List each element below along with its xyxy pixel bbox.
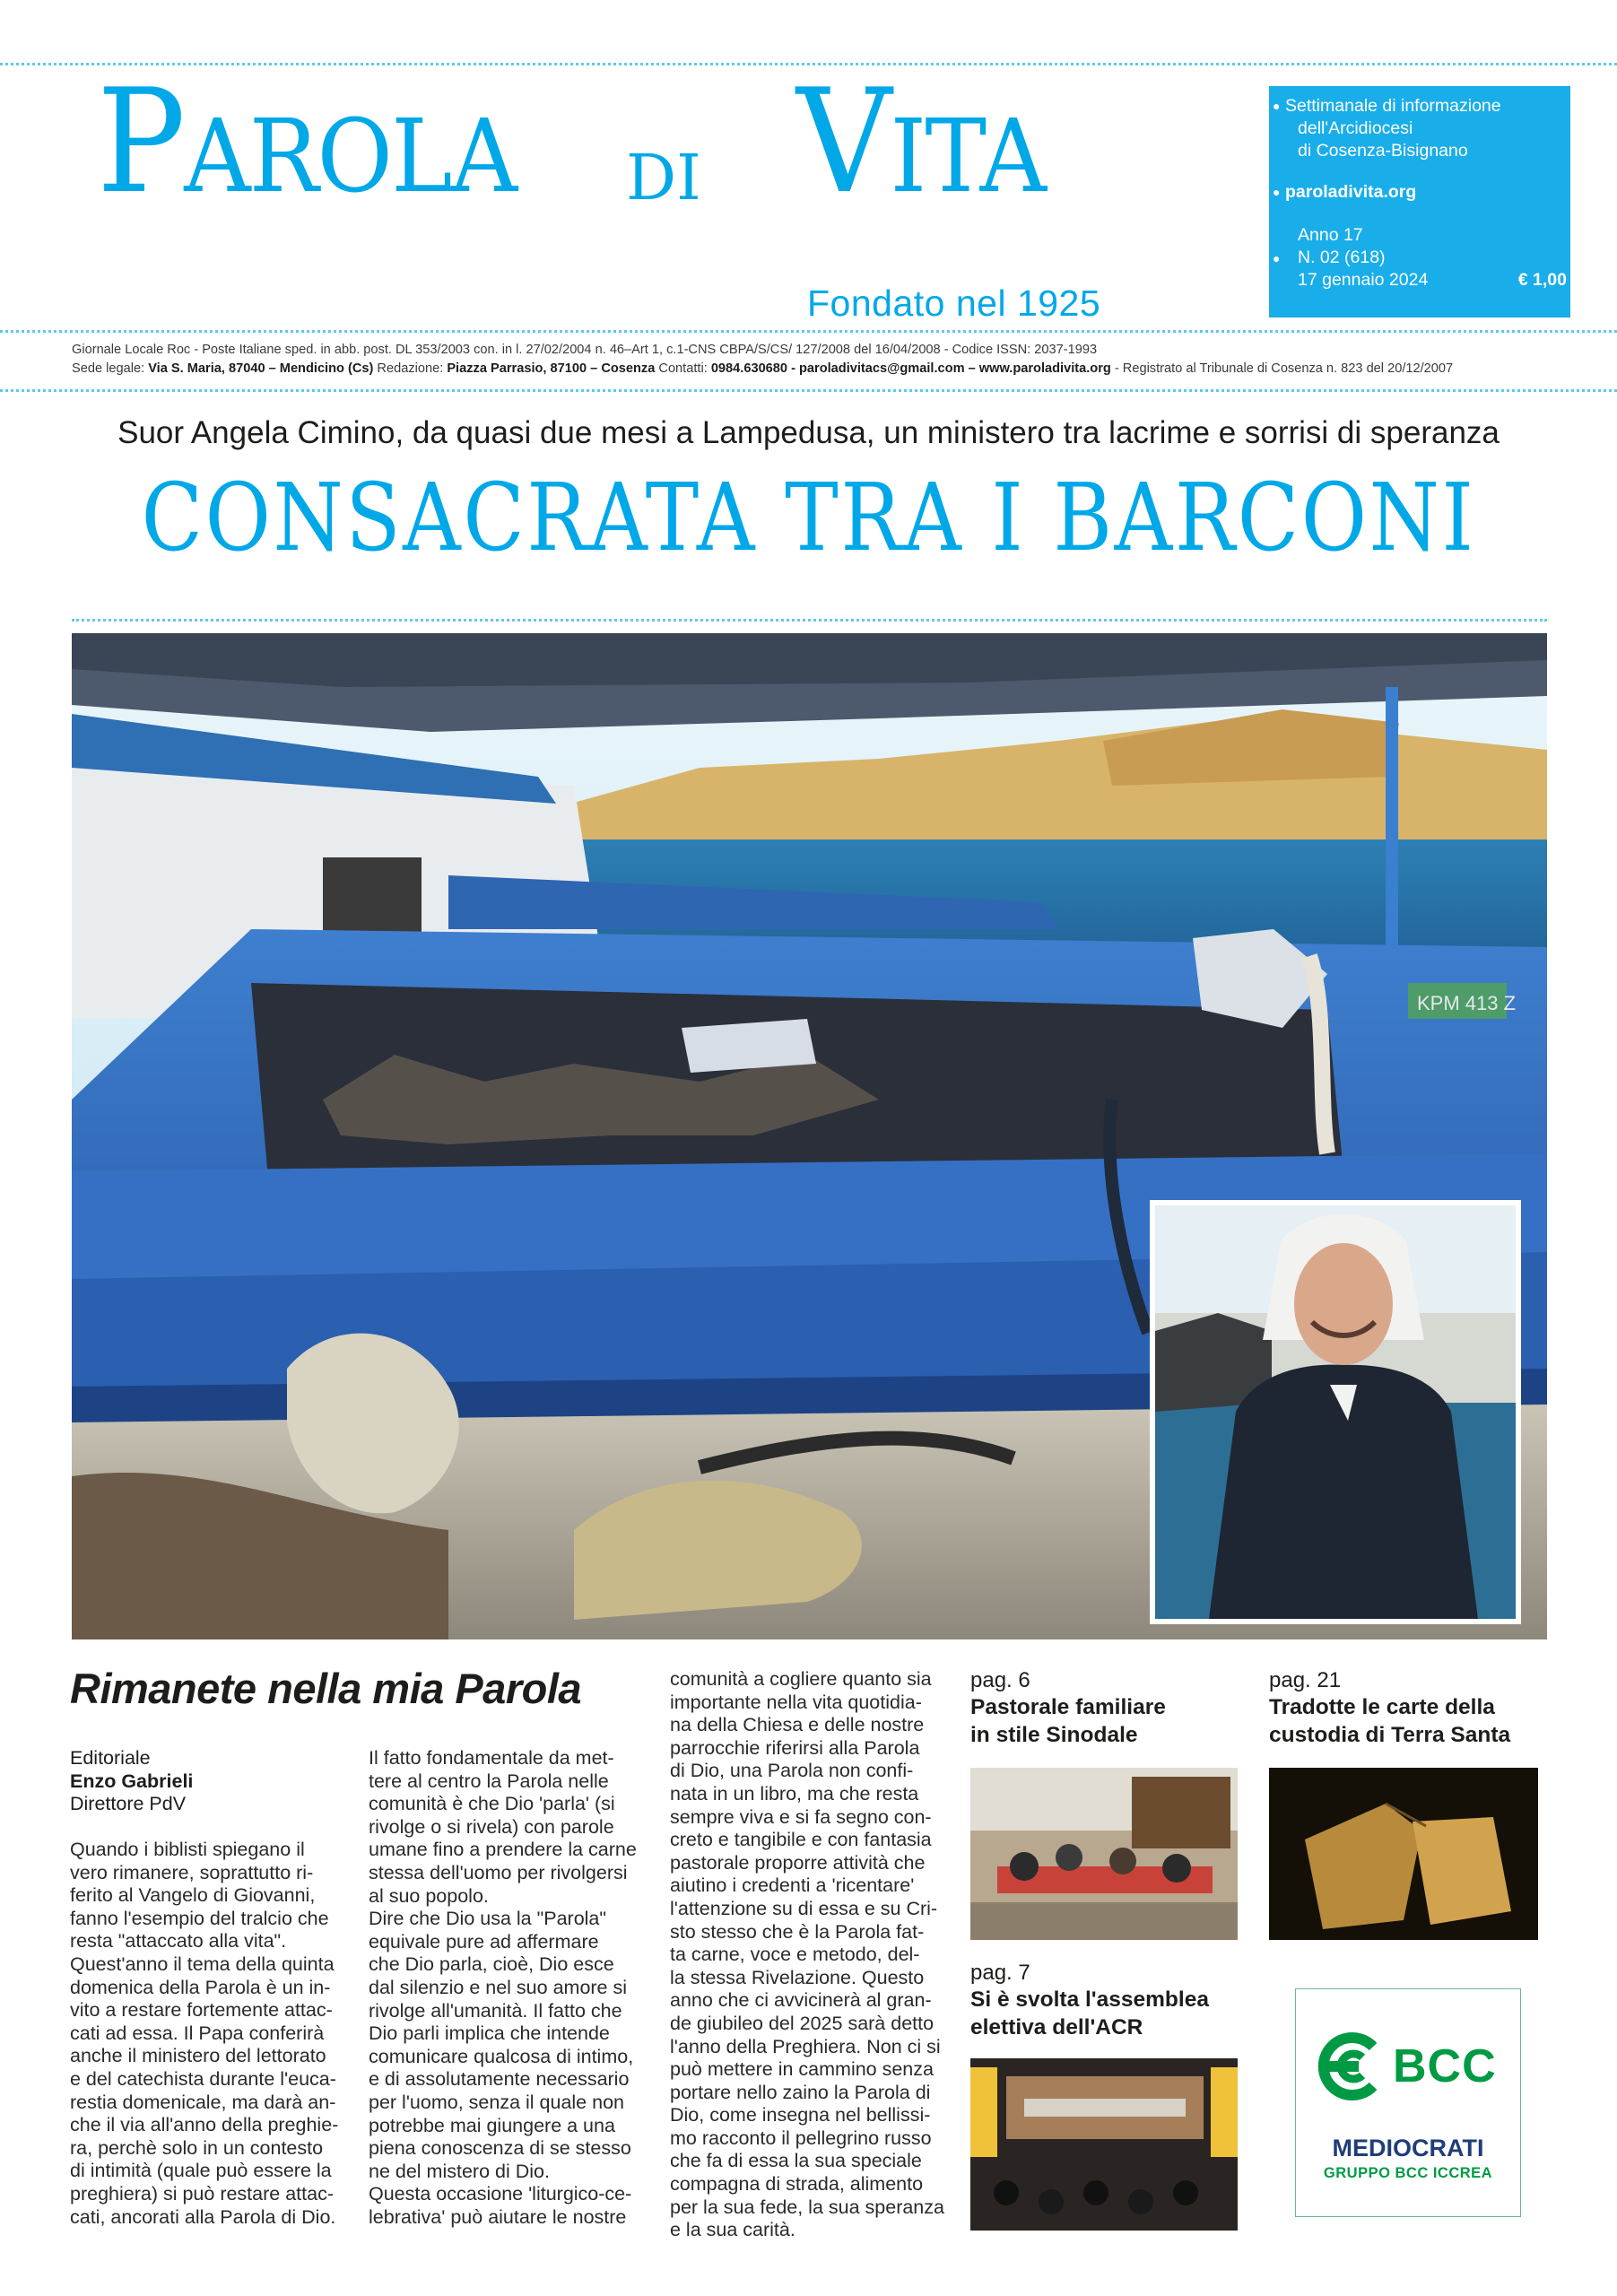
masthead-dotted-rule bbox=[0, 330, 1617, 333]
editorial-text-line: di intimità (quale può essere la bbox=[70, 2160, 332, 2182]
editorial-text-line: mo racconto il pellegrino russo bbox=[670, 2126, 932, 2149]
editorial-text-line: domenica della Parola è un in- bbox=[70, 1976, 331, 1998]
editorial-text-line: che Dio parla, cioè, Dio esce bbox=[369, 1953, 614, 1976]
editorial-author-role: Direttore PdV bbox=[70, 1793, 187, 1815]
editorial-text-line: piena conoscenza di se stesso bbox=[369, 2137, 631, 2160]
editorial-text-line: sempre viva e si fa segno con- bbox=[670, 1805, 932, 1828]
description-line: Settimanale di informazione bbox=[1285, 96, 1501, 116]
editorial-text-line: può mettere in cammino senza bbox=[670, 2058, 934, 2081]
editorial-text-line: na della Chiesa e delle nostre bbox=[670, 1714, 925, 1736]
editorial-text-line: compagna di strada, alimento bbox=[670, 2173, 924, 2196]
description-line: dell'Arcidiocesi bbox=[1298, 118, 1413, 138]
editorial-text-line: comunicare qualcosa di intimo, bbox=[369, 2045, 634, 2067]
editorial-text-line: dal silenzio e nel suo amore si bbox=[369, 1976, 628, 1998]
editorial-text-line: e la sua carità. bbox=[670, 2219, 795, 2241]
bcc-group: GRUPPO BCC ICCREA bbox=[1323, 2165, 1493, 2181]
issue-price: € 1,00 bbox=[1517, 270, 1567, 290]
teaser-photo-pastorale bbox=[970, 1768, 1238, 1940]
editorial-column-1 bbox=[70, 1839, 348, 2229]
newspaper-title bbox=[97, 57, 1164, 276]
editorial-text-line: e di assolutamente necessario bbox=[369, 2068, 630, 2091]
boat-registration: KPM 413 Z bbox=[1417, 992, 1517, 1014]
editorial-text-line: Il fatto fondamentale da met- bbox=[369, 1747, 614, 1769]
editorial-text-line: nata in un libro, ma che resta bbox=[670, 1782, 919, 1805]
editorial-text-line: preghiera) si può restare attac- bbox=[70, 2182, 334, 2205]
legal-line-1: Giornale Locale Roc - Poste Italiane sped. in abb. post. DL 353/2003 con. in l. 27/02/2004 n. 46–Art 1, c.1-CNS CBPA/S/CS/ 127/2008 del 16/04/2008 - Codice ISSN: 2037-1993 bbox=[72, 343, 1098, 357]
description-line: di Cosenza-Bisignano bbox=[1298, 141, 1468, 161]
editorial-text-line: fanno l'esempio del tralcio che bbox=[70, 1907, 329, 1929]
editorial-text-line: Dire che Dio usa la "Parola" bbox=[369, 1908, 607, 1930]
editorial-text-line: che fa di essa la sua speciale bbox=[670, 2150, 922, 2172]
editorial-text-line: ta carne, voce e metodo, del- bbox=[670, 1944, 920, 1966]
teaser-page-ref: pag. 7 bbox=[970, 1961, 1030, 1985]
editorial-text-line: anche il ministero del lettorato bbox=[70, 2045, 326, 2067]
editorial-text-line: Quando i biblisti spiegano il bbox=[70, 1839, 305, 1860]
editorial-text-line: rivolge all'umanità. Il fatto che bbox=[369, 1999, 622, 2022]
editorial-text-line: pastorale proporre attività che bbox=[670, 1851, 926, 1874]
teaser-page-ref: pag. 6 bbox=[970, 1668, 1030, 1692]
editorial-text-line: Dio, come insegna nel bellissi- bbox=[670, 2104, 931, 2126]
headline-dotted-rule bbox=[72, 619, 1547, 622]
editorial-text-line: creto e tangibile e con fantasia bbox=[670, 1829, 932, 1851]
editorial-text-line: vero rimanere, soprattutto ri- bbox=[70, 1861, 314, 1883]
editorial-text-line: restia domenicale, ma darà an- bbox=[70, 2091, 336, 2113]
bcc-logo-icon bbox=[1316, 2031, 1387, 2102]
bullet-icon: ● bbox=[1273, 99, 1281, 113]
teaser-page-ref: pag. 21 bbox=[1269, 1668, 1342, 1692]
editorial-text-line: comunità è che Dio 'parla' (si bbox=[369, 1793, 615, 1815]
issue-date: 17 gennaio 2024 bbox=[1298, 270, 1429, 290]
cover-headline: CONSACRATA TRA I BARCONI bbox=[141, 463, 1476, 572]
editorial-text-line: parrocchie riferirsi alla Parola bbox=[670, 1736, 920, 1759]
bullet-icon: ● bbox=[1273, 251, 1281, 265]
issue-year: Anno 17 bbox=[1298, 225, 1363, 245]
editorial-text-line: potrebbe mai giungere a una bbox=[369, 2114, 615, 2136]
editorial-text-line: aiutino i credenti a 'ricentare' bbox=[670, 1874, 915, 1897]
editorial-text-line: importante nella vita quotidia- bbox=[670, 1691, 922, 1713]
editorial-text-line: ne del mistero di Dio. bbox=[369, 2160, 550, 2182]
editorial-text-line: Questa occasione 'liturgico-ce- bbox=[369, 2183, 632, 2205]
editorial-text-line: per l'uomo, senza il quale non bbox=[369, 2091, 624, 2113]
editorial-text-line: comunità a cogliere quanto sia bbox=[670, 1668, 932, 1690]
editorial-text-line: sto stesso che è la Parola fat- bbox=[670, 1920, 925, 1943]
editorial-title: Rimanete nella mia Parola bbox=[70, 1665, 582, 1712]
website-link[interactable]: paroladivita.org bbox=[1285, 182, 1417, 202]
editorial-text-line: vito a restare fortemente attac- bbox=[70, 1999, 333, 2022]
teaser-title-terra-santa[interactable]: Tradotte le carte della custodia di Terra Santa bbox=[1269, 1695, 1511, 1747]
editorial-text-line: lebrativa' può aiutare le nostre bbox=[369, 2205, 627, 2228]
editorial-text-line: ra, perchè solo in un contesto bbox=[70, 2136, 324, 2159]
editorial-text-line: per la sua fede, la sua speranza bbox=[670, 2196, 944, 2218]
bullet-icon: ● bbox=[1273, 185, 1281, 199]
editorial-text-line: resta "attaccato alla vita". bbox=[70, 1930, 287, 1952]
teaser-photo-terra-santa bbox=[1269, 1768, 1538, 1940]
editorial-text-line: umane fino a prendere la carne bbox=[369, 1839, 637, 1861]
editorial-text-line: al suo popolo. bbox=[369, 1884, 489, 1907]
editorial-text-line: tere al centro la Parola nelle bbox=[369, 1770, 609, 1792]
legal-dotted-rule bbox=[0, 389, 1617, 392]
editorial-section-label: Editoriale bbox=[70, 1747, 151, 1769]
editorial-text-line: l'anno della Preghiera. Non ci si bbox=[670, 2035, 941, 2057]
inset-photo-suor-angela bbox=[1150, 1200, 1521, 1624]
teaser-photo-acr bbox=[970, 2058, 1238, 2231]
editorial-text-line: l'attenzione su di essa e su Cri- bbox=[670, 1897, 938, 1919]
editorial-text-line: anno che ci avvicinerà al gran- bbox=[670, 1989, 932, 2012]
issue-number: N. 02 (618) bbox=[1298, 248, 1386, 267]
editorial-text-line: ferito al Vangelo di Giovanni, bbox=[70, 1884, 316, 1907]
issue-info-box bbox=[1269, 86, 1570, 317]
editorial-text-line: Quest'anno il tema della quinta bbox=[70, 1952, 335, 1975]
editorial-text-line: de giubileo del 2025 sarà detto bbox=[670, 2012, 935, 2034]
editorial-text-line: cati, ancorati alla Parola di Dio. bbox=[70, 2205, 336, 2228]
editorial-text-line: rivolge o si rivela) con parole bbox=[369, 1815, 614, 1838]
title-word-vita: Vita bbox=[796, 57, 1046, 225]
editorial-byline bbox=[70, 1747, 193, 1816]
editorial-text-line: di Dio, una Parola non confi- bbox=[670, 1760, 914, 1782]
title-word-di: di bbox=[626, 116, 701, 221]
bcc-bank-name: MEDIOCRATI bbox=[1332, 2135, 1484, 2161]
founded-tagline: Fondato nel 1925 bbox=[807, 283, 1101, 324]
title-word-parola: Parola bbox=[97, 57, 517, 225]
editorial-text-line: cati ad essa. Il Papa conferirà bbox=[70, 2022, 325, 2044]
bcc-advertisement[interactable] bbox=[1295, 1988, 1521, 2217]
teaser-title-pastorale[interactable]: Pastorale familiare in stile Sinodale bbox=[970, 1695, 1166, 1747]
editorial-text-line: la stessa Rivelazione. Questo bbox=[670, 1966, 925, 1988]
editorial-column-2 bbox=[369, 1747, 654, 2229]
legal-line-2: Sede legale: Via S. Maria, 87040 – Mendicino (Cs) Redazione: Piazza Parrasio, 87100 – Cosenza Contatti: 0984.630680 - paroladivitacs@gmail.com – www.paroladivita.org - Registrato al Tribunale di Cosenza n. 823 del 20/12/2007 bbox=[72, 361, 1454, 376]
editorial-text-line: e del catechista durante l'euca- bbox=[70, 2067, 336, 2090]
editorial-author: Enzo Gabrieli bbox=[70, 1770, 194, 1792]
editorial-text-line: equivale pure ad affermare bbox=[369, 1930, 599, 1952]
editorial-text-line: portare nello zaino la Parola di bbox=[670, 2081, 931, 2103]
editorial-column-3 bbox=[670, 1668, 946, 2242]
teaser-title-acr[interactable]: Si è svolta l'assemblea elettiva dell'ACR bbox=[970, 1987, 1209, 2039]
bcc-brand: BCC bbox=[1393, 2040, 1497, 2092]
editorial-text-line: stessa dell'uomo per rivolgersi bbox=[369, 1861, 628, 1883]
editorial-text-line: che il via all'anno della preghie- bbox=[70, 2114, 339, 2136]
editorial-text-line: Dio parli implica che intende bbox=[369, 2022, 610, 2045]
cover-kicker: Suor Angela Cimino, da quasi due mesi a Lampedusa, un ministero tra lacrime e sorrisi di speranza bbox=[117, 415, 1500, 450]
